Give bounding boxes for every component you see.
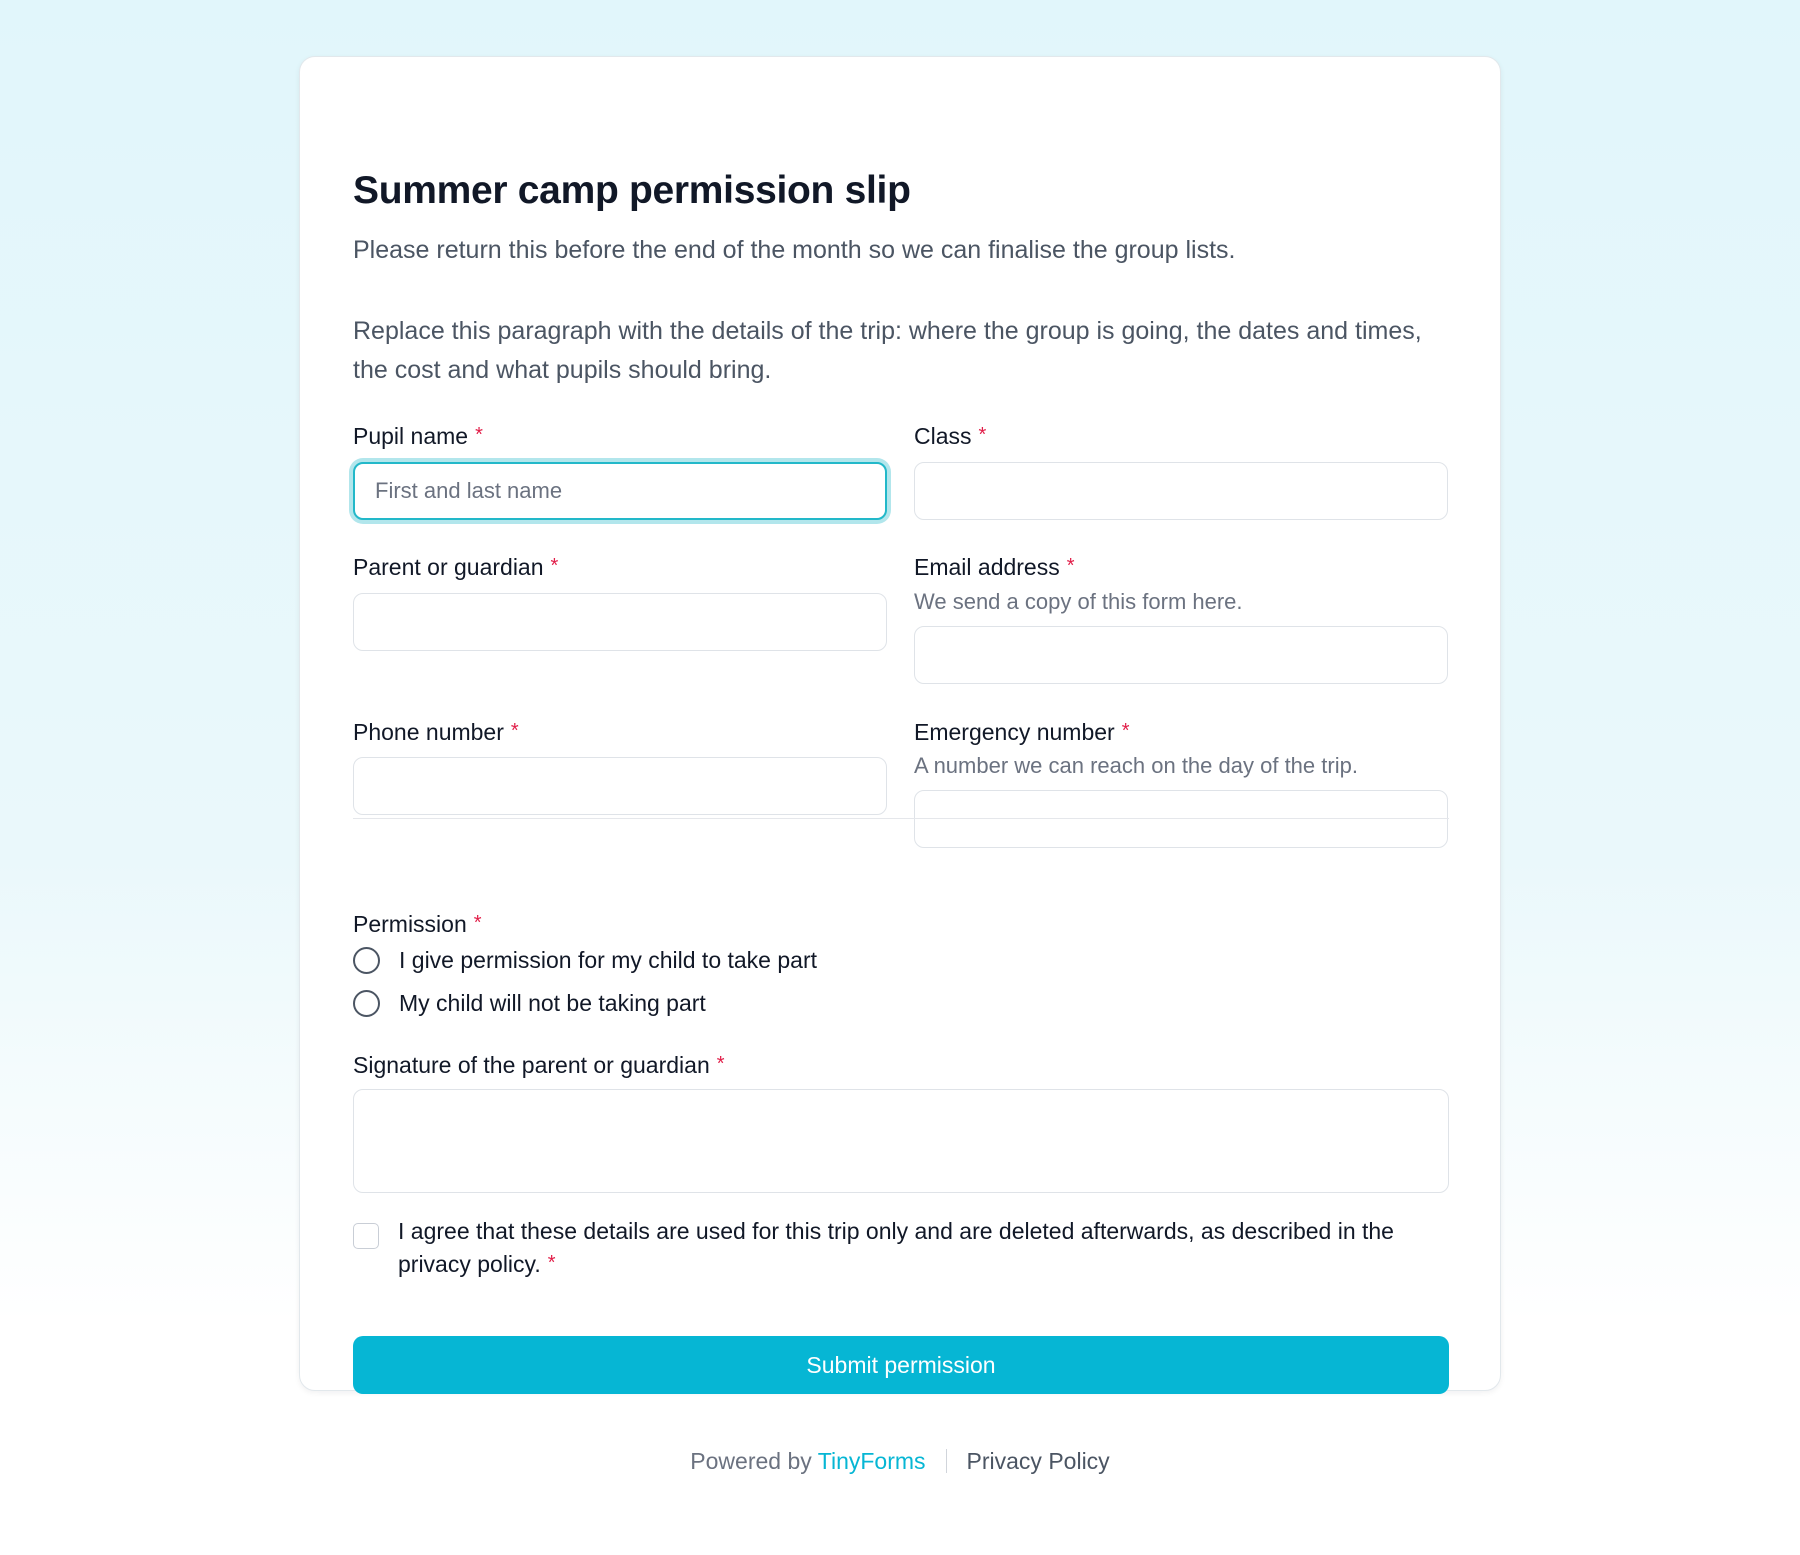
consent-text (398, 1215, 1408, 1280)
emergency-hint: A number we can reach on the day of the trip. (914, 753, 1358, 778)
emergency-label-text: Emergency number (914, 719, 1115, 745)
email-input[interactable] (914, 626, 1448, 684)
radio-button-yes[interactable] (353, 947, 380, 974)
permission-option-no[interactable] (353, 988, 706, 1018)
section-divider (353, 818, 1449, 819)
parent-label (353, 551, 887, 582)
class-input[interactable] (914, 462, 1448, 520)
submit-button[interactable]: Submit permission (353, 1336, 1449, 1394)
class-label (914, 420, 1448, 451)
permission-option-yes-label: I give permission for my child to take part (399, 947, 817, 973)
required-asterisk: * (716, 1053, 725, 1075)
emergency-input[interactable] (914, 790, 1448, 848)
consent-text-body: I agree that these details are used for this trip only and are deleted afterwards, as described in the privacy policy. (398, 1218, 1394, 1277)
permission-label (353, 908, 482, 939)
phone-input[interactable] (353, 757, 887, 815)
class-label-text: Class (914, 423, 972, 449)
email-label (914, 551, 1448, 582)
permission-label-text: Permission (353, 911, 467, 937)
required-asterisk: * (550, 555, 559, 577)
privacy-policy-link[interactable]: Privacy Policy (966, 1448, 1110, 1474)
form-title: Summer camp permission slip (353, 169, 911, 212)
required-asterisk: * (1066, 555, 1075, 577)
required-asterisk: * (475, 424, 483, 446)
radio-button-no[interactable] (353, 990, 380, 1017)
footer (0, 1446, 1800, 1476)
required-asterisk: * (547, 1252, 556, 1274)
emergency-label (914, 716, 1448, 747)
signature-label-text: Signature of the parent or guardian (353, 1052, 710, 1078)
footer-separator (946, 1449, 947, 1473)
form-subtitle: Please return this before the end of the month so we can finalise the group lists. (353, 236, 1236, 264)
form-card (299, 56, 1501, 1391)
consent-checkbox[interactable] (353, 1223, 379, 1249)
pupil-name-label (353, 420, 887, 451)
required-asterisk: * (978, 424, 987, 446)
required-asterisk: * (510, 720, 519, 742)
tinyforms-link[interactable]: TinyForms (817, 1448, 926, 1474)
required-asterisk: * (473, 912, 482, 934)
powered-by-text: Powered by (690, 1448, 812, 1474)
email-hint: We send a copy of this form here. (914, 589, 1243, 614)
signature-pad[interactable] (353, 1089, 1449, 1193)
phone-label (353, 716, 887, 747)
signature-label (353, 1049, 725, 1080)
email-label-text: Email address (914, 554, 1060, 580)
permission-option-no-label: My child will not be taking part (399, 990, 706, 1016)
pupil-name-label-text: Pupil name (353, 423, 469, 449)
phone-label-text: Phone number (353, 719, 504, 745)
parent-input[interactable] (353, 593, 887, 651)
permission-option-yes[interactable] (353, 945, 817, 975)
pupil-name-input[interactable] (353, 462, 887, 520)
form-description: Replace this paragraph with the details of the trip: where the group is going, the dates and times, the cost and what pupils should bring. (353, 317, 1422, 384)
required-asterisk: * (1121, 720, 1130, 742)
parent-label-text: Parent or guardian (353, 554, 544, 580)
